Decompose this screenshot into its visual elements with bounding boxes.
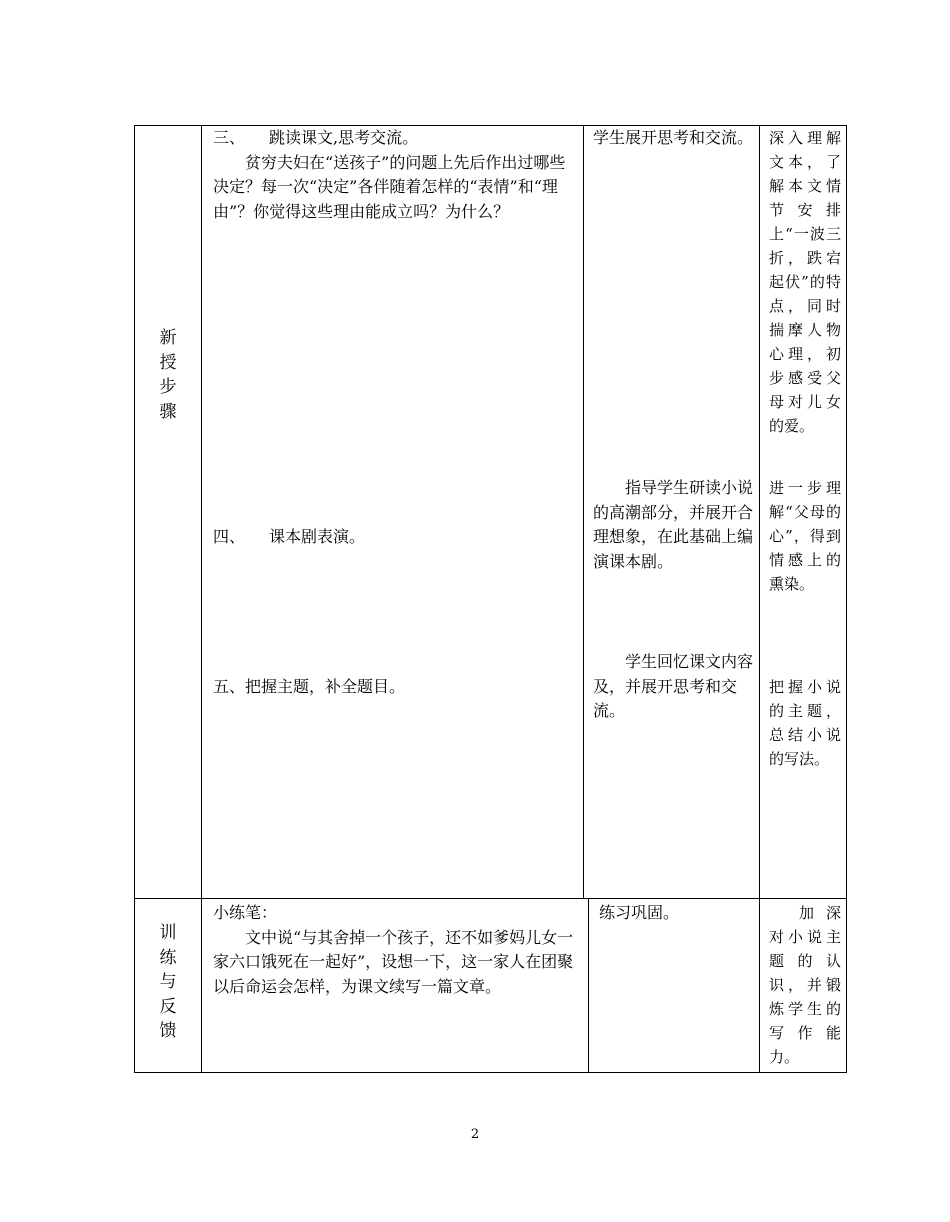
step3-intent: 深入理解文本，了解本文情节安排上“一波三折，跌宕起伏”的特点，同时揣摩人物心理，初步感受父母对儿女的爱。 [769, 129, 841, 435]
step4-intent: 进一步理解“父母的心”，得到情感上的熏染。 [769, 479, 841, 593]
practice-body: 文中说“与其舍掉一个孩子，还不如爹妈儿女一家六口饿死在一起好”，设想一下，这一家人在团聚以后命运会怎样，为课文续写一篇文章。 [213, 927, 574, 996]
lesson-plan-table [134, 125, 847, 1073]
col-divider-content-lower [588, 898, 589, 1072]
practice-title: 小练笔： [213, 903, 278, 922]
section-label-new: 新 授 步 骤 [159, 328, 177, 422]
col-divider-intent-lower [759, 898, 760, 1072]
step5-intent: 把握小说的主题，总结小说的写法。 [769, 678, 841, 768]
step4-title: 四、 课本剧表演。 [213, 527, 366, 546]
section-label-practice: 训 练 与 反 馈 [159, 923, 177, 1041]
step3-body: 贫穷夫妇在“送孩子”的问题上先后作出过哪些决定？每一次“决定”各伴随着怎样的“表情”和“理由”？你觉得这些理由能成立吗？为什么？ [213, 152, 566, 221]
row-divider [135, 898, 846, 899]
practice-intent: 加深对小说主题的认识，并锻炼学生的写作能力。 [769, 904, 841, 1066]
step3-student: 学生展开思考和交流。 [593, 128, 754, 147]
col-divider-label [201, 126, 202, 1072]
col-divider-intent-upper [759, 126, 760, 898]
step5-title: 五、把握主题，补全题目。 [213, 677, 406, 696]
practice-content [213, 901, 581, 999]
step4-student: 指导学生研读小说的高潮部分，并展开合理想象，在此基础上编演课本剧。 [593, 478, 754, 571]
step3-title: 三、 跳读课文,思考交流。 [213, 128, 419, 147]
step5-student: 学生回忆课文内容及，并展开思考和交流。 [593, 652, 754, 720]
step5-content [213, 675, 575, 700]
col-divider-content-upper [583, 126, 584, 898]
step4-content [213, 525, 575, 550]
step3-content [213, 126, 575, 224]
page-number: 2 [470, 1127, 480, 1142]
practice-student: 练习巩固。 [599, 903, 680, 922]
